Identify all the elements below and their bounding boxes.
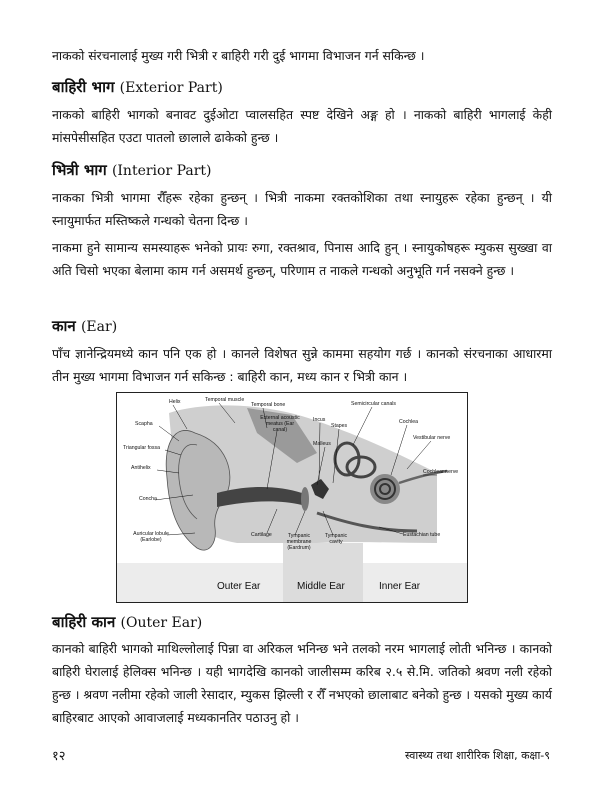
label-triangular-fossa: Triangular fossa <box>123 445 161 451</box>
label-tympanic-membrane: Tympanic membrane (Eardrum) <box>286 533 312 551</box>
label-tympanic-cavity: Tympanic cavity <box>324 533 348 545</box>
heading-exterior-en: (Exterior Part) <box>119 80 223 96</box>
heading-outer-en: (Outer Ear) <box>120 615 203 631</box>
label-external-meatus-box <box>259 415 301 435</box>
intro-paragraph: नाकको संरचनालाई मुख्य गरी भित्री र बाहिरी गरी दुई भागमा विभाजन गर्न सकिन्छ । <box>52 48 425 63</box>
label-tympanic-cavity-box <box>321 533 351 547</box>
label-eustachian-tube: Eustachian tube <box>403 532 441 538</box>
heading-ear <box>52 316 117 337</box>
label-cartilage: Cartilage <box>251 532 272 538</box>
heading-outer-np: बाहिरी कान <box>52 613 116 631</box>
label-antihelix: Antihelix <box>131 465 151 471</box>
label-temporal-bone: Temporal bone <box>251 402 286 408</box>
interior-paragraph-1: नाकका भित्री भागमा रौँहरू रहेका हुन्छन् । भित्री नाकमा रक्तकोशिका तथा स्नायुहरू रहेका हुन्छन् । यी स्नायुमार्फत मस्तिष्कले गन्धको चेतना दिन्छ । <box>52 190 552 228</box>
heading-interior-part <box>52 160 212 181</box>
heading-interior-en: (Interior Part) <box>111 163 212 179</box>
heading-exterior-part <box>52 77 223 98</box>
book-title: स्वास्थ्य तथा शारीरिक शिक्षा, कक्षा-९ <box>405 749 550 762</box>
region-middle-ear: Middle Ear <box>297 581 345 592</box>
label-cochlea: Cochlea <box>399 419 419 425</box>
ear-anatomy-figure <box>116 392 468 603</box>
eardrum-shape <box>301 487 309 511</box>
heading-interior-np: भित्री भाग <box>52 161 107 179</box>
label-lobule-box <box>133 531 169 547</box>
label-external-meatus: External acoustic meatus (Ear canal) <box>260 415 300 433</box>
label-cochlear-nerve: Cochlear nerve <box>423 469 459 475</box>
outer-ear-paragraph: कानको बाहिरी भागको माथिल्लोलाई पिन्ना वा अरिकल भनिन्छ भने तलको नरम भागलाई लोती भनिन्छ । कानको बाहिरी घेरालाई हेलिक्स भनिन्छ । यही भागदेखि कानको जालीसम्म करिब २.५ से.मि. जतिको श्रवण नली रहेको हुन्छ । श्रवण नलीमा रहेको जाली रेसादार, म्युकस झिल्ली र रौँ नभएको छालाबाट बनेको हुन्छ । यसको मुख्य कार्य बाहिरबाट आएको आवाजलाई मध्यकानतिर पठाउनु हो । <box>52 641 552 725</box>
ear-paragraph: पाँच ज्ञानेन्द्रियमध्ये कान पनि एक हो । कानले विशेषत सुन्ने काममा सहयोग गर्छ । कानको संरचनाका आधारमा तीन मुख्य भागमा विभाजन गर्न सकिन्छ : बाहिरी कान, मध्य कान र भित्री कान । <box>52 346 552 384</box>
label-vestibular-nerve: Vestibular nerve <box>413 435 451 441</box>
label-malleus: Malleus <box>313 441 331 447</box>
label-semicircular: Semicircular canals <box>351 401 396 407</box>
region-inner-ear: Inner Ear <box>379 581 421 592</box>
ear-diagram <box>117 393 467 602</box>
heading-ear-np: कान <box>52 317 76 335</box>
label-temporal-muscle: Temporal muscle <box>205 397 245 403</box>
region-outer-ear: Outer Ear <box>217 581 261 592</box>
label-concha: Concha <box>139 496 157 502</box>
heading-exterior-np: बाहिरी भाग <box>52 78 115 96</box>
page-number: १२ <box>52 749 66 764</box>
label-helix: Helix <box>169 399 181 405</box>
heading-ear-en: (Ear) <box>80 319 118 335</box>
label-stapes: Stapes <box>331 423 348 429</box>
label-lobule: Auricular lobule (Earlobe) <box>133 531 169 543</box>
label-tympanic-membrane-box <box>281 533 317 553</box>
interior-paragraph-2: नाकमा हुने सामान्य समस्याहरू भनेको प्रायः रुगा, रक्तश्राव, पिनास आदि हुन् । स्नायुकोषहरू म्युकस सुख्खा वा अति चिसो भएका बेलामा काम गर्न असमर्थ हुन्छन्, परिणाम त नाकले गन्धको अनुभूति गर्न नसक्ने हुन्छ । <box>52 240 552 278</box>
heading-outer-ear <box>52 612 202 633</box>
exterior-paragraph: नाकको बाहिरी भागको बनावट दुईओटा प्वालसहित स्पष्ट देखिने अङ्ग हो । नाकको बाहिरी भागलाई केही मांसपेसीसहित एउटा पातलो छालाले ढाकेको हुन्छ । <box>52 107 552 145</box>
label-incus: Incus <box>313 417 326 423</box>
label-scapha: Scapha <box>135 421 153 427</box>
